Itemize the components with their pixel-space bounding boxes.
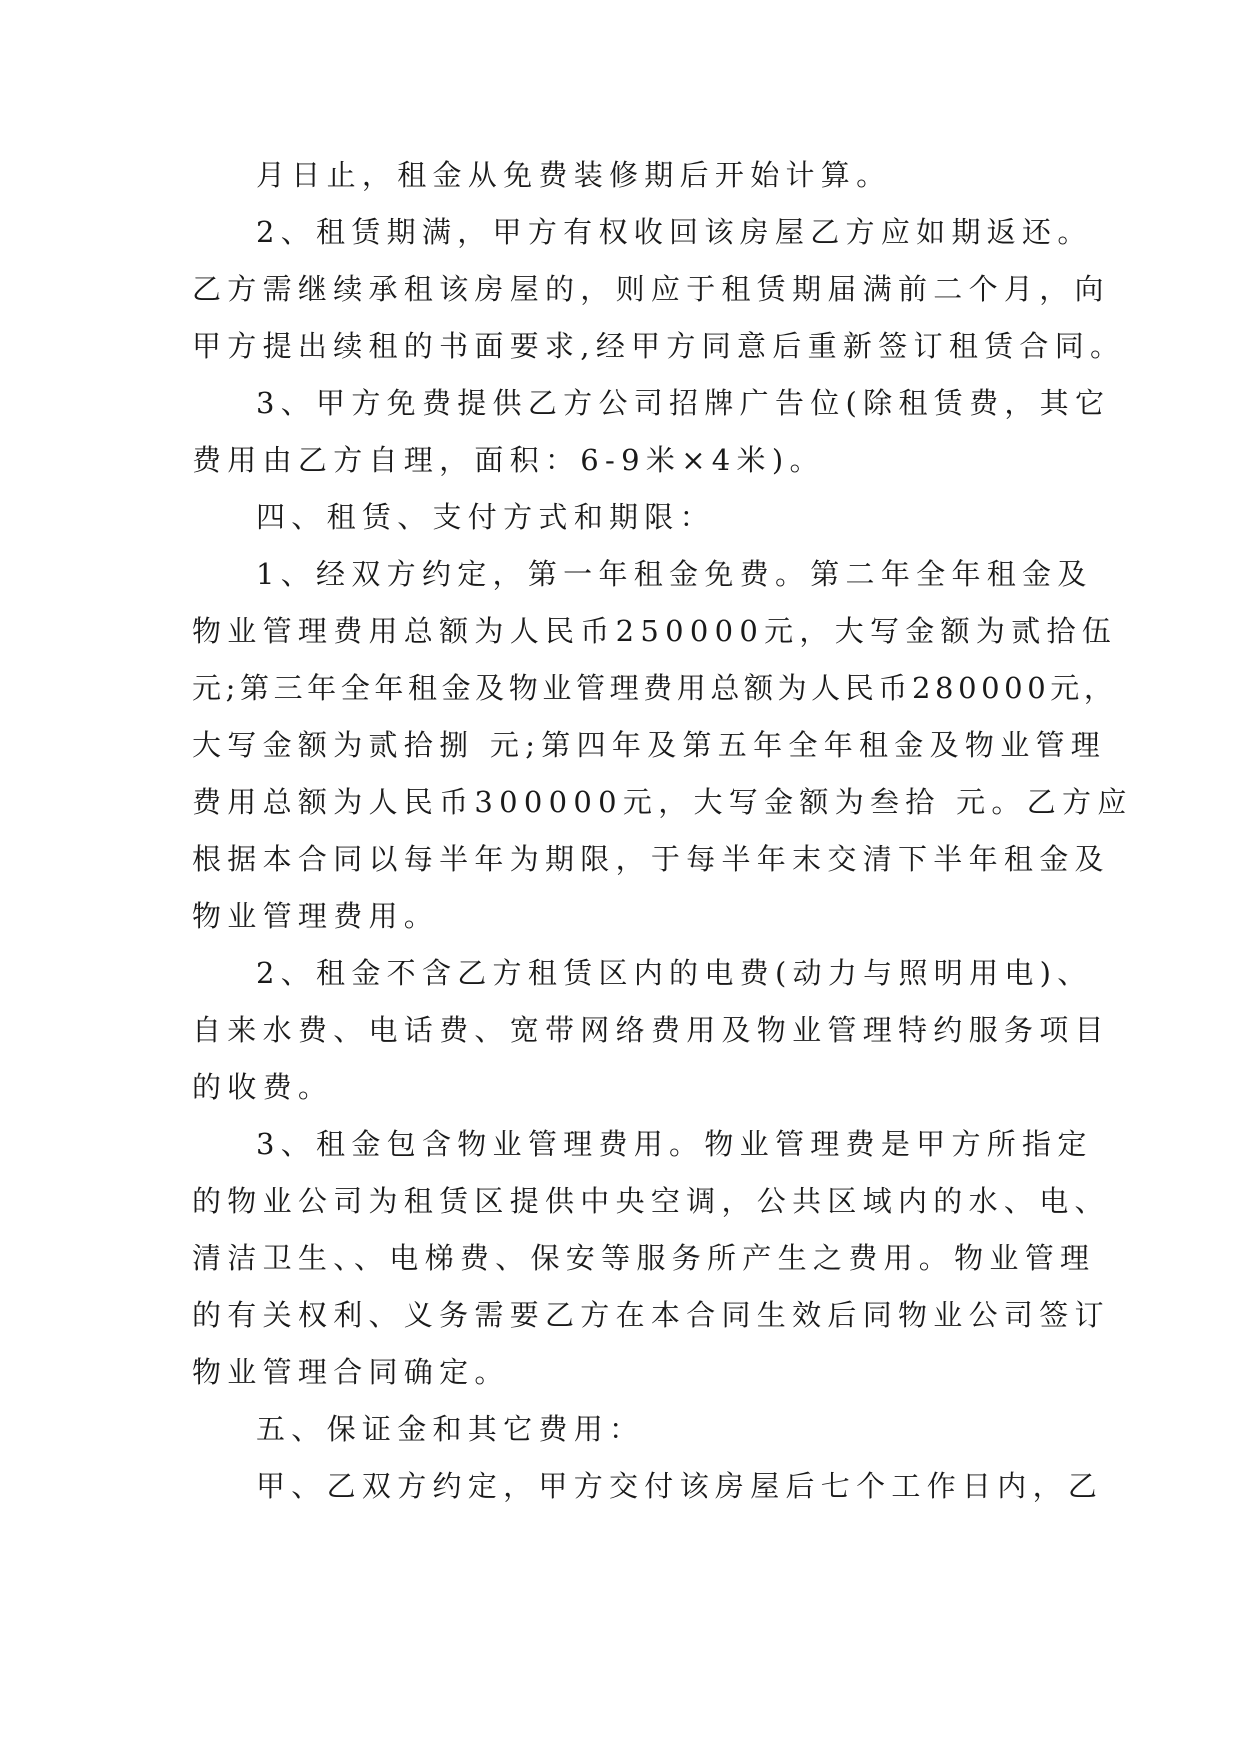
- text-line: 3、租金包含物业管理费用。物业管理费是甲方所指定: [256, 1127, 1093, 1161]
- text-line: 2、租金不含乙方租赁区内的电费(动力与照明用电)、: [256, 956, 1093, 990]
- text-line: 的物业公司为租赁区提供中央空调，公共区域内的水、电、: [192, 1184, 1110, 1218]
- text-line: 3、甲方免费提供乙方公司招牌广告位(除租赁费，其它: [256, 386, 1111, 420]
- text-line: 甲、乙双方约定，甲方交付该房屋后七个工作日内，乙: [256, 1469, 1104, 1503]
- text-line: 1、经双方约定，第一年租金免费。第二年全年租金及: [256, 557, 1093, 591]
- text-line: 物业管理费用。: [192, 899, 440, 933]
- text-line: 的有关权利、义务需要乙方在本合同生效后同物业公司签订: [192, 1298, 1110, 1332]
- text-line: 的收费。: [192, 1070, 334, 1104]
- text-line: 2、租赁期满，甲方有权收回该房屋乙方应如期返还。: [256, 215, 1093, 249]
- text-line: 费用由乙方自理，面积：6-9米×4米)。: [192, 443, 825, 477]
- text-line: 月日止，租金从免费装修期后开始计算。: [256, 158, 892, 192]
- text-line: 根据本合同以每半年为期限，于每半年末交清下半年租金及: [192, 842, 1110, 876]
- section-heading: 五、保证金和其它费用：: [256, 1412, 645, 1446]
- text-line: 甲方提出续租的书面要求,经甲方同意后重新签订租赁合同。: [192, 329, 1126, 363]
- text-line: 元;第三年全年租金及物业管理费用总额为人民币280000元，: [192, 671, 1118, 705]
- text-line: 费用总额为人民币300000元，大写金额为叁拾 元。乙方应: [192, 785, 1133, 819]
- text-line: 清洁卫生、、电梯费、保安等服务所产生之费用。物业管理: [192, 1241, 1096, 1275]
- text-line: 乙方需继续承租该房屋的，则应于租赁期届满前二个月，向: [192, 272, 1110, 306]
- text-line: 物业管理合同确定。: [192, 1355, 510, 1389]
- section-heading: 四、租赁、支付方式和期限：: [256, 500, 715, 534]
- text-line: 大写金额为贰拾捌 元;第四年及第五年全年租金及物业管理: [192, 728, 1107, 762]
- text-line: 物业管理费用总额为人民币250000元，大写金额为贰拾伍: [192, 614, 1118, 648]
- text-line: 自来水费、电话费、宽带网络费用及物业管理特约服务项目: [192, 1013, 1110, 1047]
